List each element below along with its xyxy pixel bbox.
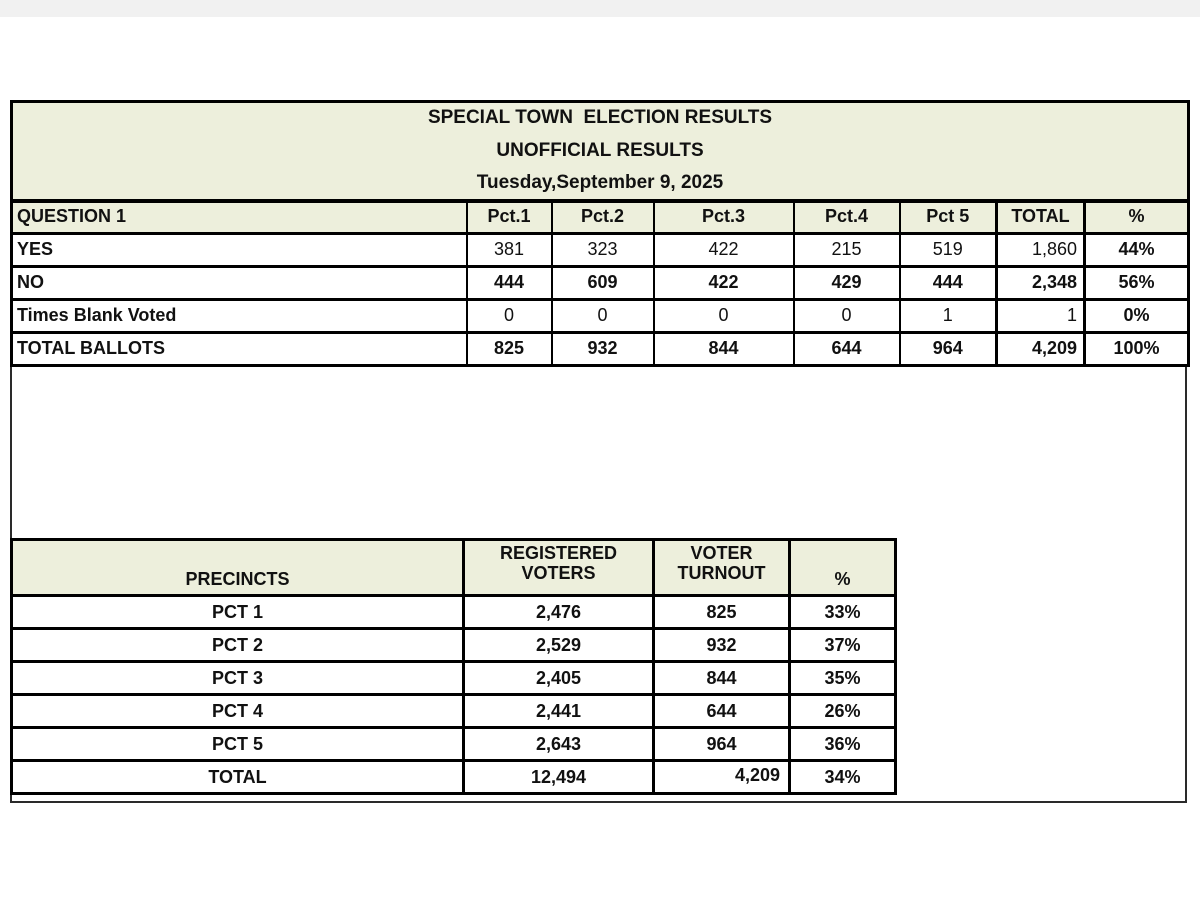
turnout-value: 644 [654,695,790,728]
turnout-row-pct2 [12,629,896,662]
registered-value: 12,494 [464,761,654,794]
cell-yes-pct2: 323 [552,234,654,267]
cell-ballots-percent: 100% [1085,333,1189,366]
turnout-value: 964 [654,728,790,761]
turnout-header-row [12,540,896,596]
precinct-label: PCT 4 [12,695,464,728]
cell-blank-percent: 0% [1085,300,1189,333]
cell-ballots-pct2: 932 [552,333,654,366]
page-top-strip [0,0,1200,17]
cell-ballots-pct5: 964 [900,333,997,366]
header-precincts: PRECINCTS [12,540,464,596]
row-label: TOTAL BALLOTS [12,333,467,366]
results-row-total-ballots [12,333,1189,366]
cell-blank-pct3: 0 [654,300,794,333]
report-subtitle: UNOFFICIAL RESULTS [12,135,1189,168]
percent-value: 33% [790,596,896,629]
header-voter-turnout: VOTER TURNOUT [654,540,790,596]
turnout-row-pct1 [12,596,896,629]
cell-ballots-pct4: 644 [794,333,900,366]
registered-value: 2,405 [464,662,654,695]
header-pct4: Pct.4 [794,201,900,234]
header-turnout-percent: % [790,540,896,596]
registered-value: 2,529 [464,629,654,662]
cell-no-pct1: 444 [467,267,552,300]
percent-value: 36% [790,728,896,761]
turnout-value: 932 [654,629,790,662]
registered-value: 2,643 [464,728,654,761]
header-total: TOTAL [997,201,1085,234]
results-row-yes [12,234,1189,267]
percent-value: 37% [790,629,896,662]
cell-yes-percent: 44% [1085,234,1189,267]
results-table [10,100,1190,367]
cell-yes-total: 1,860 [997,234,1085,267]
percent-value: 26% [790,695,896,728]
percent-value: 35% [790,662,896,695]
cell-ballots-pct3: 844 [654,333,794,366]
cell-no-total: 2,348 [997,267,1085,300]
cell-no-pct4: 429 [794,267,900,300]
cell-no-percent: 56% [1085,267,1189,300]
title-row-3 [12,168,1189,201]
cell-yes-pct5: 519 [900,234,997,267]
cell-blank-pct1: 0 [467,300,552,333]
cell-no-pct3: 422 [654,267,794,300]
cell-ballots-total: 4,209 [997,333,1085,366]
results-row-no [12,267,1189,300]
precinct-label: PCT 1 [12,596,464,629]
results-header-row [12,201,1189,234]
cell-no-pct2: 609 [552,267,654,300]
turnout-row-pct5 [12,728,896,761]
turnout-table [10,538,897,795]
header-percent: % [1085,201,1189,234]
precinct-label: TOTAL [12,761,464,794]
header-question: QUESTION 1 [12,201,467,234]
precinct-label: PCT 5 [12,728,464,761]
precinct-label: PCT 2 [12,629,464,662]
turnout-row-total [12,761,896,794]
turnout-value: 825 [654,596,790,629]
cell-blank-pct4: 0 [794,300,900,333]
turnout-value: 4,209 [654,761,790,794]
cell-yes-pct3: 422 [654,234,794,267]
results-row-blank [12,300,1189,333]
registered-value: 2,441 [464,695,654,728]
row-label: NO [12,267,467,300]
cell-yes-pct1: 381 [467,234,552,267]
header-pct5: Pct 5 [900,201,997,234]
percent-value: 34% [790,761,896,794]
precinct-label: PCT 3 [12,662,464,695]
title-row-1 [12,102,1189,135]
cell-ballots-pct1: 825 [467,333,552,366]
cell-no-pct5: 444 [900,267,997,300]
title-row-2 [12,135,1189,168]
cell-blank-total: 1 [997,300,1085,333]
header-pct3: Pct.3 [654,201,794,234]
header-registered-voters: REGISTERED VOTERS [464,540,654,596]
report-date: Tuesday,September 9, 2025 [12,168,1189,201]
turnout-row-pct4 [12,695,896,728]
cell-blank-pct5: 1 [900,300,997,333]
cell-blank-pct2: 0 [552,300,654,333]
cell-yes-pct4: 215 [794,234,900,267]
header-pct1: Pct.1 [467,201,552,234]
row-label: Times Blank Voted [12,300,467,333]
turnout-value: 844 [654,662,790,695]
turnout-row-pct3 [12,662,896,695]
header-pct2: Pct.2 [552,201,654,234]
report-title: SPECIAL TOWN ELECTION RESULTS [12,102,1189,135]
registered-value: 2,476 [464,596,654,629]
row-label: YES [12,234,467,267]
